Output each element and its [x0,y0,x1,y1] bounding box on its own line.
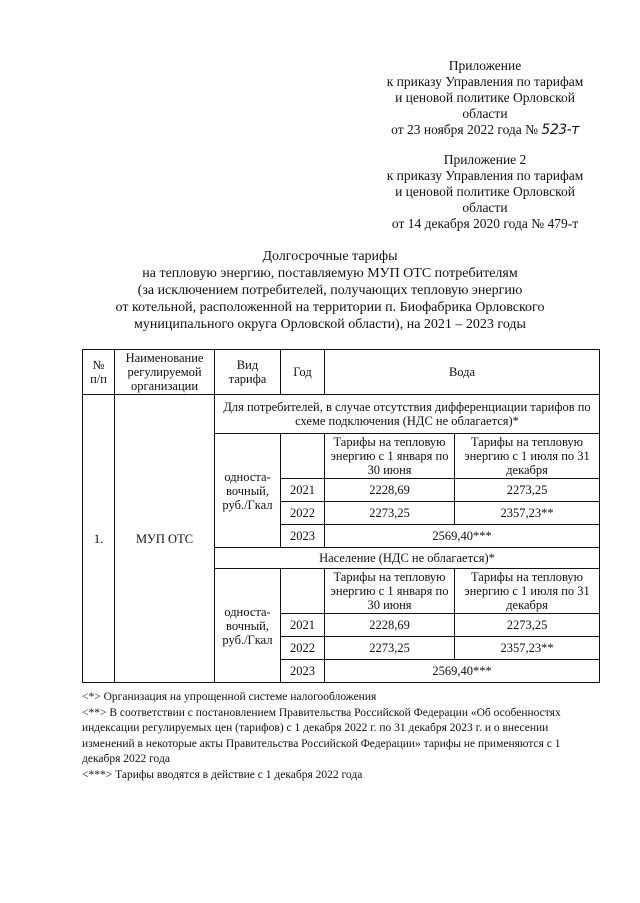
header-water: Вода [325,350,600,395]
annex-2-line-3: области [462,200,508,215]
value-h2-cell: 2273,25 [455,479,600,502]
header-num: № п/п [83,350,115,395]
year-cell: 2021 [281,479,325,502]
annex-1-line-2: и ценовой политике Орловской [395,90,575,105]
value-h2-cell: 2357,23** [455,637,600,660]
title-line-2: на тепловую энергию, поставляемую МУП ОТС потребителям [142,266,518,281]
annex-2-line-1: к приказу Управления по тарифам [386,168,584,183]
value-h1-cell: 2273,25 [325,502,455,525]
footnote-3: <***> Тарифы вводятся в действие с 1 декабря 2022 года [82,768,363,781]
annex-1-line-1: к приказу Управления по тарифам [386,74,584,89]
section-1-row [83,395,600,434]
title-line-5: муниципального округа Орловской области), на 2021 – 2023 годы [134,317,526,332]
section-2-year-empty [281,569,325,614]
year-cell: 2023 [281,660,325,683]
title-line-4: от котельной, расположенной на территории п. Биофабрика Орловского [115,300,545,315]
header-type: Вид тарифа [215,350,281,395]
annex-2-date-line: от 14 декабря 2020 года № 479-т [391,216,579,231]
annex-1-date-line [380,122,590,138]
annex-1-header [380,58,590,138]
section-2-col-h2: Тарифы на тепловую энергию с 1 июля по 31 декабря [455,569,600,614]
value-2023-cell: 2569,40*** [325,660,600,683]
value-2023-cell: 2569,40*** [325,525,600,548]
annex-2-header [380,152,590,232]
annex-2-title: Приложение 2 [443,152,527,167]
title-line-1: Долгосрочные тарифы [262,249,398,264]
section-1-col-h1: Тарифы на тепловую энергию с 1 января по 30 июня [325,434,455,479]
annex-1-line-3: области [462,106,508,121]
annex-1-title: Приложение [448,58,522,73]
section-1-col-h2: Тарифы на тепловую энергию с 1 июля по 31 декабря [455,434,600,479]
document-title [60,248,600,333]
tariffs-table [82,349,600,683]
header-org: Наименование регулируемой организации [115,350,215,395]
year-cell: 2021 [281,614,325,637]
annex-2-line-2: и ценовой политике Орловской [395,184,575,199]
annex-1-date-prefix: от 23 ноября 2022 года № [391,122,539,137]
title-line-3: (за исключением потребителей, получающих тепловую энергию [137,283,523,298]
value-h2-cell: 2273,25 [455,614,600,637]
section-2-col-h1: Тарифы на тепловую энергию с 1 января по 30 июня [325,569,455,614]
header-year: Год [281,350,325,395]
footnote-1: <*> Организация на упрощенной системе налогообложения [82,691,377,703]
section-1-year-empty [281,434,325,479]
value-h1-cell: 2228,69 [325,479,455,502]
year-cell: 2022 [281,637,325,660]
footnote-2: <**> В соответствии с постановлением Правительства Российской Федерации «Об особенностях индексации регулируемых цен (тарифов) с 1 декабря 2022 г. по 31 декабря 2023 г. и о внесении изменений в некоторые акты Правительства Российской Федерации» тарифы не применяются с 1 декабря 2022 года [82,706,561,765]
section-2-label: Население (НДС не облагается)* [215,548,600,569]
annex-1-handwritten-number: 523-т [541,122,579,138]
row-number: 1. [83,395,115,683]
value-h1-cell: 2228,69 [325,614,455,637]
section-1-label: Для потребителей, в случае отсутствия дифференциации тарифов по схеме подключения (НДС не облагается)* [215,395,600,434]
year-cell: 2023 [281,525,325,548]
footnotes [82,690,600,783]
value-h2-cell: 2357,23** [455,502,600,525]
section-1-tariff-type: односта-вочный, руб./Гкал [215,434,281,548]
section-2-tariff-type: односта-вочный, руб./Гкал [215,569,281,683]
table-header-row [83,350,600,395]
value-h1-cell: 2273,25 [325,637,455,660]
year-cell: 2022 [281,502,325,525]
org-name: МУП ОТС [115,395,215,683]
